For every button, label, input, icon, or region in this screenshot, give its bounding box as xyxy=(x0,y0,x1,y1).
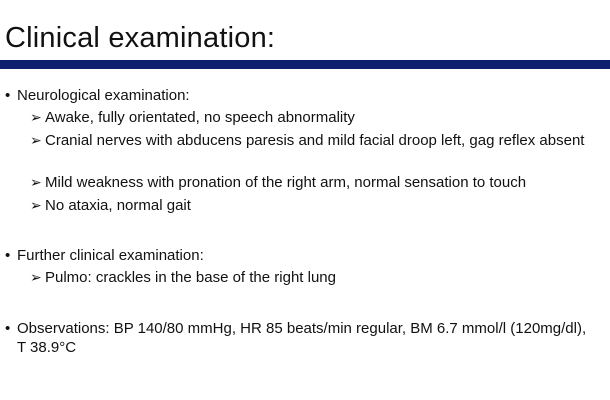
sub-bullet-item xyxy=(30,268,590,287)
arrow-bullet-icon: ➢ xyxy=(30,109,42,125)
arrow-bullet-icon: ➢ xyxy=(30,174,42,190)
sub-bullet-text: Cranial nerves with abducens paresis and mild facial droop left, gag reflex absent xyxy=(45,132,585,149)
arrow-bullet-icon: ➢ xyxy=(30,269,42,285)
sub-bullet-item xyxy=(30,196,590,215)
sub-bullet-text: Awake, fully orientated, no speech abnormality xyxy=(45,109,355,126)
sub-bullet-item xyxy=(30,131,590,150)
arrow-bullet-icon: ➢ xyxy=(30,132,42,148)
bullet-neurological-examination xyxy=(5,86,600,105)
bullet-observations xyxy=(5,319,590,357)
slide-title: Clinical examination: xyxy=(5,22,276,54)
sub-bullet-text: Pulmo: crackles in the base of the right lung xyxy=(45,269,336,286)
sub-bullet-item xyxy=(30,173,590,192)
arrow-bullet-icon: ➢ xyxy=(30,197,42,213)
sub-bullet-text: Mild weakness with pronation of the right arm, normal sensation to touch xyxy=(45,174,527,191)
sub-bullet-item xyxy=(30,108,590,127)
sub-bullet-text: No ataxia, normal gait xyxy=(45,197,191,214)
section-heading: Further clinical examination: xyxy=(17,247,204,264)
section-heading: Neurological examination: xyxy=(17,87,190,104)
bullet-dot-icon: • xyxy=(5,320,11,337)
bullet-dot-icon: • xyxy=(5,87,11,104)
bullet-dot-icon: • xyxy=(5,247,11,264)
section-heading: Observations: BP 140/80 mmHg, HR 85 beats/min regular, BM 6.7 mmol/l (120mg/dl), T 38.9°C xyxy=(17,320,587,356)
title-divider-bar xyxy=(0,60,610,69)
bullet-further-clinical-examination xyxy=(5,246,600,265)
